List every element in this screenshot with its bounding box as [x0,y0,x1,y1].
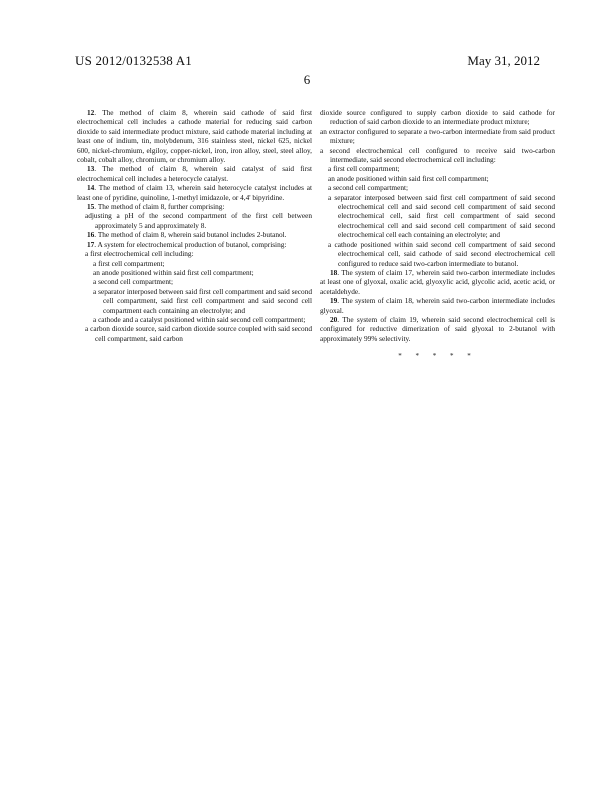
claim-18: 18. The system of claim 17, wherein said two-carbon intermediate includes at least one of glyoxal, oxalic acid, glyoxylic acid, glycolic acid, acetic acid, or acetaldehyde. [320,267,555,296]
claim-element: a carbon dioxide source, said carbon dioxide source coupled with said second cell compartment, said carbon [85,324,312,343]
claim-text: A system for electrochemical production of butanol, comprising: [97,239,287,249]
claim-element: an anode positioned within said first cell compartment; [328,173,489,183]
claim-element: adjusting a pH of the second compartment of the first cell between approximately 5 and approximately 8. [85,211,312,230]
claim-15: 15. The method of claim 8, further comprising: [87,202,225,212]
claim-12: 12. The method of claim 8, wherein said cathode of said first electrochemical cell includes a cathode material for reducing said carbon dioxide to said intermediate product mixture, said cathode material including at least one of indium, tin, molybdenum, 316 stainless steel, nickel 625, nickel 600, nickel-chromium, elgiloy, copper-nickel, iron, iron alloy, steel, steel alloy, cobalt, cobalt alloy, chromium, or chromium alloy. [77,108,312,165]
claim-element: an extractor configured to separate a two-carbon intermediate from said product mixture; [320,126,555,146]
claim-13: 13. The method of claim 8, wherein said catalyst of said first electrochemical cell includes a heterocycle catalyst. [77,164,312,183]
claim-14: 14. The method of claim 13, wherein said heterocycle catalyst includes at least one of pyridine, quinoline, 1-methyl imidazole, or 4,4' bipyridine. [77,183,312,202]
publication-date: May 31, 2012 [467,53,540,68]
claim-number: 15 [87,202,95,212]
claim-text: The method of claim 8, wherein said catalyst of said first electrochemical cell includes a heterocycle catalyst. [77,164,312,183]
left-column [77,108,312,343]
claim-16: 16. The method of claim 8, wherein said butanol includes 2-butanol. [87,230,287,240]
claim-element: a second cell compartment; [93,277,174,287]
claim-number: 20 [330,314,338,324]
claim-element: a first cell compartment; [93,258,165,268]
page-number: 6 [303,72,311,87]
claim-element: a separator interposed between said first cell compartment and said second cell compartment, said first cell compartment and said second cell compartment each containing an electrolyte; and [93,286,312,315]
claim-element: a cathode positioned within said second cell compartment of said second electrochemical cell, said cathode of said second electrochemical cell configured to reduce said two-carbon intermediate to butanol. [328,239,555,268]
claim-element: a cathode and a catalyst positioned within said second cell compartment; [93,314,306,324]
end-of-document-mark: * * * * * [398,352,477,361]
claim-number: 12 [87,108,95,117]
claim-text: The method of claim 8, further comprising: [97,202,225,212]
right-column [320,108,555,362]
claim-number: 13 [87,164,95,174]
claim-number: 19 [330,296,338,306]
claim-element: dioxide source configured to supply carbon dioxide to said cathode for reduction of said carbon dioxide to an intermediate product mixture; [320,108,555,127]
claim-17: 17. A system for electrochemical production of butanol, comprising: [87,239,287,249]
claim-text: The method of claim 8, wherein said butanol includes 2-butanol. [97,230,287,240]
claim-element: a second cell compartment; [328,183,409,193]
claim-19: 19. The system of claim 18, wherein said two-carbon intermediate includes glyoxal. [320,296,555,315]
claim-text: The system of claim 19, wherein said second electrochemical cell is configured for reductive dimerization of said glyoxal to 2-butanol with approximately 99% selectivity. [320,314,555,343]
claim-element: a separator interposed between said first cell compartment of said second electrochemical cell and said second cell compartment of said second electrochemical cell, said first cell compartment of said second electrochemical cell and said second cell compartment of said second electrochemical cell each containing an electrolyte; and [328,192,555,240]
claim-number: 16 [87,230,95,240]
claim-element: a first cell compartment; [328,164,400,174]
patent-number: US 2012/0132538 A1 [75,53,193,68]
claim-text: The system of claim 17, wherein said two-carbon intermediate includes at least one of glyoxal, oxalic acid, glyoxylic acid, glycolic acid, acetic acid, or acetaldehyde. [320,267,555,296]
claim-number: 14 [87,183,95,193]
claim-number: 18 [330,267,338,277]
claim-element: a first electrochemical cell including: [85,249,194,259]
claim-number: 17 [87,239,95,249]
claim-20: 20. The system of claim 19, wherein said second electrochemical cell is configured for reductive dimerization of said glyoxal to 2-butanol with approximately 99% selectivity. [320,314,555,343]
claim-element: an anode positioned within said first cell compartment; [93,267,254,277]
claim-text: The system of claim 18, wherein said two-carbon intermediate includes glyoxal. [320,296,555,315]
claim-text: The method of claim 13, wherein said heterocycle catalyst includes at least one of pyridine, quinoline, 1-methyl imidazole, or 4,4' bipyridine. [77,183,312,202]
claim-text: The method of claim 8, wherein said cathode of said first electrochemical cell includes a cathode material for reducing said carbon dioxide to said intermediate product mixture, said cathode material including at least one of indium, tin, molybdenum, 316 stainless steel, nickel 625, nickel 600, nickel-chromium, elgiloy, copper-nickel, iron, iron alloy, steel, steel alloy, cobalt, cobalt alloy, chromium, or chromium alloy. [77,108,312,165]
claim-element: a second electrochemical cell configured to receive said two-carbon intermediate, said second electrochemical cell including: [320,145,555,165]
